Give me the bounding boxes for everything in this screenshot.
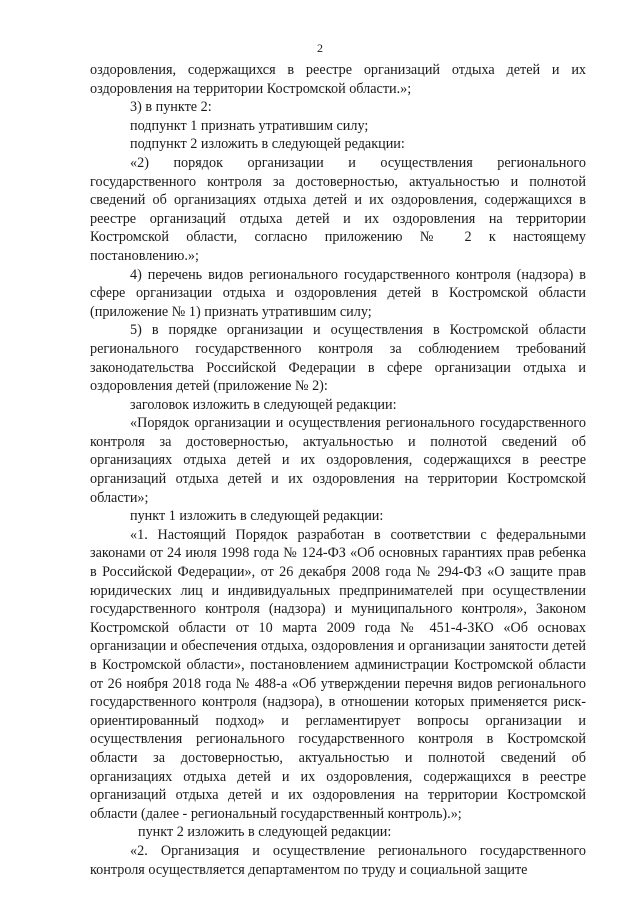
document-body (90, 61, 586, 879)
paragraph-point-2-text: «2. Организация и осуществление регионального государственного контроля осуществляется департаментом по труду и социальной защите (90, 842, 586, 878)
paragraph-point-1-intro: пункт 1 изложить в следующей редакции: (130, 508, 384, 525)
paragraph-subitem-1-repeal: подпункт 1 признать утратившим силу; (130, 117, 369, 134)
paragraph-heading-text: «Порядок организации и осуществления регионального государственного контроля за достоверностью, актуальностью и полнотой сведений об организациях отдыха детей и их оздоровления, содержащихся в реестре организаций отдыха детей и их оздоровления на территории Костромской области»; (90, 415, 586, 506)
paragraph-heading-intro: заголовок изложить в следующей редакции: (130, 396, 397, 413)
page-number: 2 (317, 41, 323, 55)
paragraph-subitem-2-intro: подпункт 2 изложить в следующей редакции: (130, 136, 405, 153)
paragraph-item-5: 5) в порядке организации и осуществления в Костромской области регионального государственного контроля за соблюдением требований законодательства Российской Федерации в сфере организации отдыха и оздоровления детей (приложение № 2): (90, 322, 586, 395)
paragraph-point-2-intro: пункт 2 изложить в следующей редакции: (138, 824, 392, 841)
paragraph-subitem-2-text: «2) порядок организации и осуществления регионального государственного контроля за достоверностью, актуальностью и полнотой сведений об организациях отдыха детей и их оздоровления, содержащихся в реестре организаций отдыха детей и их оздоровления на территории Костромской области, согласно приложению № 2 к настоящему постановлению.»; (90, 154, 586, 264)
paragraph-continuation: оздоровления, содержащихся в реестре организаций отдыха детей и их оздоровления на территории Костромской области.»; (90, 62, 586, 97)
paragraph-item-3: 3) в пункте 2: (130, 99, 212, 116)
paragraph-item-4: 4) перечень видов регионального государственного контроля (надзора) в сфере организации отдыха и оздоровления детей в Костромской области (приложение № 1) признать утратившим силу; (90, 266, 586, 320)
paragraph-point-1-text: «1. Настоящий Порядок разработан в соответствии с федеральными законами от 24 июля 1998 года № 124-ФЗ «Об основных гарантиях прав ребенка в Российской Федерации», от 26 декабря 2008 года № 294-ФЗ «О защите прав юридических лиц и индивидуальных предпринимателей при осуществлении государственного контроля (надзора) и муниципального контроля», Законом Костромской области от 10 марта 2009 года № 451-4-ЗКО «Об основах организации и обеспечения отдыха, оздоровления и организации занятости детей в Костромской области», постановлением администрации Костромской области от 26 ноября 2018 года № 488-а «Об утверждении перечня видов регионального государственного контроля (надзора), в отношении которых применяется риск-ориентированный подход» и регламентирует вопросы организации и осуществления регионального государственного контроля в Костромской области за достоверностью, актуальностью и полнотой сведений об организациях отдыха детей и их оздоровления, содержащихся в реестре организаций отдыха детей и их оздоровления на территории Костромской области (далее - региональный государственный контроль).»; (90, 526, 586, 822)
